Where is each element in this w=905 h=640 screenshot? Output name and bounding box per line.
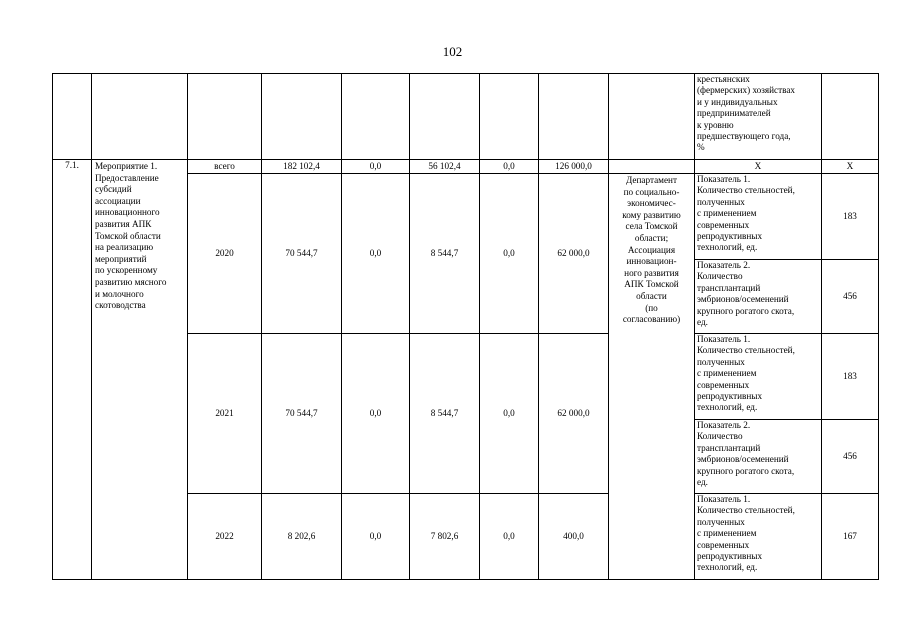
indicator-cell: Х <box>695 160 822 174</box>
extra-budget-cell: 62 000,0 <box>539 334 609 494</box>
value-cell: Х <box>822 160 879 174</box>
sum-cell: 70 544,7 <box>262 174 342 334</box>
indicator-cell: Показатель 2. Количество трансплантаций эмбрионов/осеменений крупного рогатого скота, ед. <box>695 260 822 334</box>
value-cell: 167 <box>822 494 879 580</box>
executor-cell: Департамент по социально- экономичес- кому развитию села Томской области; Ассоциация инновацион- ного развития АПК Томской области (по согласованию) <box>609 174 695 580</box>
value-cell: 456 <box>822 260 879 334</box>
extra-budget-cell: 400,0 <box>539 494 609 580</box>
year-label: 2020 <box>188 174 262 334</box>
page-number: 102 <box>442 44 463 59</box>
indicator-cell: Показатель 1. Количество стельностей, полученных с применением современных репродуктивных технологий, ед. <box>695 334 822 420</box>
indicator-cell: Показатель 1. Количество стельностей, полученных с применением современных репродуктивных технологий, ед. <box>695 494 822 580</box>
indicator-cell: Показатель 1. Количество стельностей, полученных с применением современных репродуктивных технологий, ед. <box>695 174 822 260</box>
municipal-cell: 0,0 <box>480 160 539 174</box>
federal-cell: 0,0 <box>342 174 410 334</box>
regional-cell: 8 544,7 <box>410 334 480 494</box>
year-label: 2022 <box>188 494 262 580</box>
municipal-cell: 0,0 <box>480 494 539 580</box>
federal-cell: 0,0 <box>342 494 410 580</box>
value-cell: 183 <box>822 334 879 420</box>
regional-cell: 56 102,4 <box>410 160 480 174</box>
federal-cell: 0,0 <box>342 334 410 494</box>
year-label: 2021 <box>188 334 262 494</box>
carryover-row <box>53 74 879 160</box>
sum-cell: 182 102,4 <box>262 160 342 174</box>
municipal-cell: 0,0 <box>480 334 539 494</box>
regional-cell: 8 544,7 <box>410 174 480 334</box>
program-table <box>52 73 879 580</box>
total-row <box>53 160 879 174</box>
sum-cell: 70 544,7 <box>262 334 342 494</box>
measure-name: Мероприятие 1. Предоставление субсидий ассоциации инновационного развития АПК Томской области на реализацию мероприятий по ускоренному развитию мясного и молочного скотоводства <box>92 160 188 580</box>
indicator-cell: крестьянских (фермерских) хозяйствах и у индивидуальных предпринимателей к уровню предшествующего года, % <box>695 74 822 160</box>
sum-cell: 8 202,6 <box>262 494 342 580</box>
value-cell: 183 <box>822 174 879 260</box>
indicator-cell: Показатель 2. Количество трансплантаций эмбрионов/осеменений крупного рогатого скота, ед. <box>695 420 822 494</box>
municipal-cell: 0,0 <box>480 174 539 334</box>
year-label: всего <box>188 160 262 174</box>
row-number: 7.1. <box>53 160 92 580</box>
federal-cell: 0,0 <box>342 160 410 174</box>
extra-budget-cell: 62 000,0 <box>539 174 609 334</box>
extra-budget-cell: 126 000,0 <box>539 160 609 174</box>
value-cell: 456 <box>822 420 879 494</box>
regional-cell: 7 802,6 <box>410 494 480 580</box>
